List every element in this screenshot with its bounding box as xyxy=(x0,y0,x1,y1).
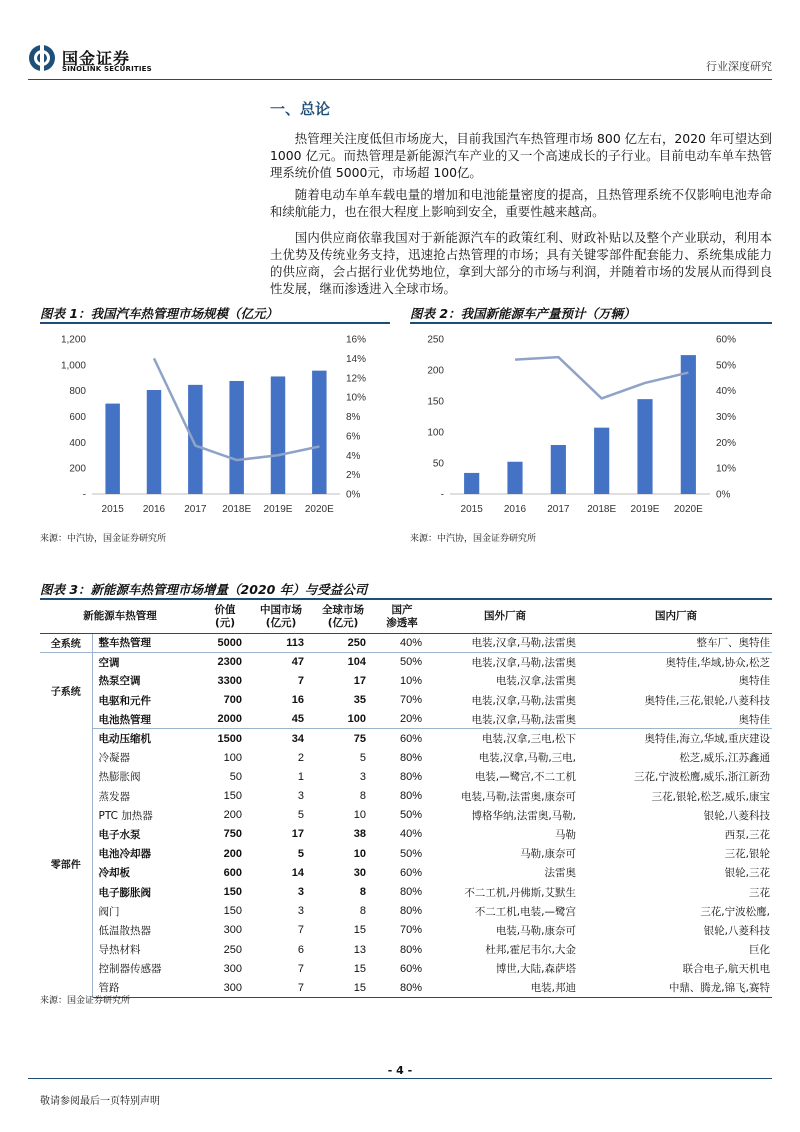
bar-2018E xyxy=(229,381,243,494)
cell-intl: 电装,汉拿,马勒,法雷奥 xyxy=(471,656,576,669)
logo-chinese-name: 国金证券 xyxy=(62,49,131,68)
group-name: 子系统 xyxy=(40,652,92,729)
bar-2020E xyxy=(681,355,696,494)
cell-cn: 7 xyxy=(297,962,304,975)
y-left-tick-label: 1,000 xyxy=(60,360,86,372)
y-right-tick-label: 10% xyxy=(346,392,367,404)
cell-name: 热泵空调 xyxy=(98,675,141,688)
x-tick-label: 2015 xyxy=(460,504,483,515)
header-item: 新能源车热管理 xyxy=(40,601,200,633)
disclaimer-note: 敬请参阅最后一页特别声明 xyxy=(40,1096,160,1107)
cell-cn: 6 xyxy=(297,943,304,956)
cell-global: 10 xyxy=(353,847,366,860)
cell-value: 150 xyxy=(223,905,242,918)
cell-dom: 奥特佳 xyxy=(738,675,770,688)
cell-dom: 联合电子,航天机电 xyxy=(682,963,770,976)
section-title: 一、总论 xyxy=(270,100,331,118)
cell-dom: 奥特佳,海立,华域,重庆建设 xyxy=(644,733,770,746)
cell-dom: 三花,银轮 xyxy=(724,848,770,861)
group-name: 零部件 xyxy=(40,729,92,998)
cell-name: PTC 加热器 xyxy=(98,809,153,822)
x-tick-label: 2018E xyxy=(587,504,617,515)
header-china-market: 中国市场 (亿元) xyxy=(250,601,312,633)
figure-1-source: 来源：中汽协，国金证券研究所 xyxy=(40,534,167,544)
y-right-tick-label: 0% xyxy=(716,489,731,501)
cell-global: 13 xyxy=(353,943,366,956)
cell-pct: 40% xyxy=(399,828,422,841)
table-row xyxy=(40,882,772,901)
paragraph-2: 随着电动车单车载电量的增加和电池能量密度的提高，且热管理系统不仅影响电池寿命和续航能力，也在很大程度上影响到安全，重要性越来越高。 xyxy=(270,187,772,219)
growth-line xyxy=(515,357,688,398)
cell-intl: 博格华纳,法雷奥,马勒, xyxy=(471,809,576,822)
header-domestic-makers: 国内厂商 xyxy=(580,601,772,633)
cell-global: 30 xyxy=(353,866,366,879)
figure-2-source: 来源：中汽协，国金证券研究所 xyxy=(410,534,537,544)
cell-cn: 17 xyxy=(291,828,304,841)
y-right-tick-label: 0% xyxy=(346,489,361,501)
y-right-tick-label: 4% xyxy=(346,450,361,462)
table-row xyxy=(40,748,772,767)
header-foreign-makers: 国外厂商 xyxy=(430,601,580,633)
cell-name: 阀门 xyxy=(98,905,120,918)
y-left-tick-label: 200 xyxy=(427,365,444,377)
cell-name: 电子水泵 xyxy=(98,828,141,841)
cell-intl: 电装,马勒,康奈可 xyxy=(495,924,576,937)
cell-global: 5 xyxy=(359,751,366,764)
cell-dom: 银轮,八菱科技 xyxy=(703,809,770,822)
cell-pct: 60% xyxy=(399,866,422,879)
cell-dom: 整车厂、奥特佳 xyxy=(580,633,772,652)
cell-cn: 34 xyxy=(291,732,304,745)
cell-cn: 45 xyxy=(250,710,312,729)
cell-pct: 80% xyxy=(399,943,422,956)
cell-name: 空调 xyxy=(98,656,120,669)
cell-intl: 不二工机,电装,—鹭宫 xyxy=(474,905,576,918)
x-tick-label: 2017 xyxy=(547,504,570,515)
cell-name: 冷却板 xyxy=(98,867,130,880)
cell-pct: 70% xyxy=(399,924,422,937)
cell-value: 750 xyxy=(223,828,242,841)
y-right-tick-label: 20% xyxy=(716,437,737,449)
cell-dom: 松芝,威乐,江苏鑫通 xyxy=(679,752,770,765)
cell-dom: 三花,宁波松鹰,威乐,浙江新劲 xyxy=(633,771,770,784)
table-row xyxy=(40,729,772,748)
cell-name: 电驱和元件 xyxy=(98,694,151,707)
cell-cn: 7 xyxy=(250,978,312,997)
cell-intl: 马勒,康奈可 xyxy=(520,848,576,861)
y-left-tick-label: 150 xyxy=(427,396,444,408)
cell-pct: 60% xyxy=(399,962,422,975)
table-row xyxy=(40,710,772,729)
table-row xyxy=(40,921,772,940)
header-penetration: 国产 渗透率 xyxy=(374,601,430,633)
cell-pct: 80% xyxy=(399,790,422,803)
cell-dom: 奥特佳 xyxy=(580,710,772,729)
cell-dom: 中鼎、腾龙,锦飞,赛特 xyxy=(580,978,772,997)
cell-intl: 博世,大陆,森萨塔 xyxy=(495,963,576,976)
cell-pct: 40% xyxy=(374,633,430,652)
cell-value: 50 xyxy=(229,770,242,783)
cell-value: 600 xyxy=(223,866,242,879)
cell-name: 低温散热器 xyxy=(98,924,151,937)
table-row xyxy=(40,825,772,844)
table-row xyxy=(40,940,772,959)
cell-pct: 80% xyxy=(374,978,430,997)
table-row xyxy=(40,671,772,690)
y-left-tick-label: 100 xyxy=(427,427,444,439)
cell-pct: 50% xyxy=(399,656,422,669)
cell-value: 300 xyxy=(200,978,250,997)
x-tick-label: 2018E xyxy=(222,504,252,515)
cell-global: 3 xyxy=(359,770,366,783)
cell-pct: 60% xyxy=(399,732,422,745)
logo-mark-icon xyxy=(28,44,56,72)
table-row xyxy=(40,691,772,710)
y-right-tick-label: 2% xyxy=(346,470,361,482)
bar-2017 xyxy=(188,385,202,494)
cell-global: 8 xyxy=(359,886,366,899)
x-tick-label: 2017 xyxy=(184,504,207,515)
cell-cn: 7 xyxy=(297,674,304,687)
cell-global: 10 xyxy=(353,809,366,822)
cell-intl: 不二工机,丹佛斯,艾默生 xyxy=(464,886,576,899)
y-right-tick-label: 8% xyxy=(346,412,361,423)
x-tick-label: 2020E xyxy=(673,504,703,515)
cell-dom: 巨化 xyxy=(749,944,770,957)
table-row xyxy=(40,767,772,786)
cell-global: 38 xyxy=(353,828,366,841)
cell-value: 2000 xyxy=(200,710,250,729)
cell-cn: 3 xyxy=(297,886,304,899)
cell-pct: 20% xyxy=(374,710,430,729)
cell-intl: 电装,邦迪 xyxy=(430,978,580,997)
y-right-tick-label: 12% xyxy=(346,373,367,385)
y-left-tick-label: 200 xyxy=(69,463,86,475)
cell-name: 导热材料 xyxy=(98,944,141,957)
cell-name: 电动压缩机 xyxy=(98,733,151,746)
cell-dom: 西泵,三花 xyxy=(724,828,770,841)
cell-dom: 三花 xyxy=(749,886,770,899)
table-header-row xyxy=(40,601,772,633)
cell-dom: 奥特佳,华域,协众,松芝 xyxy=(665,656,770,669)
bar-2016 xyxy=(147,390,161,494)
cell-global: 15 xyxy=(353,924,366,937)
cell-pct: 50% xyxy=(399,847,422,860)
cell-value: 200 xyxy=(223,809,242,822)
cell-cn: 14 xyxy=(291,866,304,879)
cell-value: 300 xyxy=(223,924,242,937)
cell-global: 35 xyxy=(353,694,366,707)
cell-intl: 马勒 xyxy=(555,828,576,841)
y-right-tick-label: 30% xyxy=(716,412,737,423)
cell-cn: 5 xyxy=(297,847,304,860)
cell-intl: 电装,汉拿,法雷奥 xyxy=(495,675,576,688)
cell-cn: 3 xyxy=(297,905,304,918)
cell-value: 200 xyxy=(223,847,242,860)
cell-name: 冷凝器 xyxy=(98,752,130,765)
cell-pct: 80% xyxy=(399,751,422,764)
y-left-tick-label: 1,200 xyxy=(60,334,86,346)
cell-intl: 电装,马勒,法雷奥,康奈可 xyxy=(460,790,576,803)
cell-intl: 电装,—鹭宫,不二工机 xyxy=(474,771,576,784)
cell-global: 104 xyxy=(347,656,366,669)
cell-pct: 10% xyxy=(399,674,422,687)
table-row xyxy=(40,863,772,882)
group-name: 全系统 xyxy=(40,633,92,652)
bar-2019E xyxy=(637,399,652,494)
figure-1-title: 图表 1：我国汽车热管理市场规模（亿元） xyxy=(40,302,390,324)
cell-global: 17 xyxy=(353,674,366,687)
cell-pct: 80% xyxy=(399,886,422,899)
y-left-tick-label: 50 xyxy=(432,458,444,470)
cell-dom: 三花,宁波松鹰, xyxy=(700,905,770,918)
table-source: 来源：国金证券研究所 xyxy=(40,996,131,1006)
cell-pct: 80% xyxy=(399,905,422,918)
cell-intl: 电装,汉拿,三电,松下 xyxy=(481,733,576,746)
cell-name: 蒸发器 xyxy=(98,790,130,803)
paragraph-3: 国内供应商依靠我国对于新能源汽车的政策红利、财政补贴以及整个产业联动，利用本土优势及传统业务支持，迅速抢占热管理的市场；具有关键零部件配套能力、系统集成能力的供应商，会占据行业优势地位，拿到大部分的市场与利润，并随着市场的发展从而得到良性发展，继而渗透进入全球市场。 xyxy=(270,230,772,296)
y-right-tick-label: 14% xyxy=(346,353,367,365)
bar-2015 xyxy=(105,404,119,494)
x-tick-label: 2019E xyxy=(630,504,660,515)
chart-thermal-market xyxy=(40,328,390,523)
header-global-market: 全球市场 (亿元) xyxy=(312,601,374,633)
cell-value: 2300 xyxy=(217,656,242,669)
cell-global: 100 xyxy=(312,710,374,729)
cell-cn: 5 xyxy=(297,809,304,822)
cell-name: 电池冷却器 xyxy=(98,848,151,861)
table-row xyxy=(40,978,772,997)
cell-value: 700 xyxy=(223,694,242,707)
y-left-tick-label: - xyxy=(440,489,444,501)
cell-global: 75 xyxy=(353,732,366,745)
cell-name: 电子膨胀阀 xyxy=(98,886,151,899)
bar-2017 xyxy=(551,445,566,494)
thermal-market-table xyxy=(40,601,772,998)
cell-value: 250 xyxy=(223,943,242,956)
footer-divider xyxy=(28,1078,772,1079)
cell-pct: 50% xyxy=(399,809,422,822)
cell-value: 150 xyxy=(223,886,242,899)
bar-2020E xyxy=(312,371,326,494)
logo-english-name: SINOLINK SECURITIES xyxy=(62,65,152,73)
table-row xyxy=(40,652,772,671)
table-row xyxy=(40,806,772,825)
cell-name: 整车热管理 xyxy=(92,633,200,652)
table-row xyxy=(40,959,772,978)
cell-pct: 80% xyxy=(399,770,422,783)
page-number: - 4 - xyxy=(387,1064,413,1077)
table-row xyxy=(40,844,772,863)
cell-dom: 奥特佳,三花,银轮,八菱科技 xyxy=(644,694,770,707)
cell-global: 8 xyxy=(359,790,366,803)
figure-3-title: 图表 3：新能源车热管理市场增量（2020 年）与受益公司 xyxy=(40,578,772,600)
y-left-tick-label: - xyxy=(82,489,86,501)
cell-cn: 1 xyxy=(297,770,304,783)
bar-2015 xyxy=(464,473,479,494)
bar-2019E xyxy=(271,376,285,494)
table-row xyxy=(40,787,772,806)
company-logo xyxy=(28,42,188,76)
cell-intl: 电装,汉拿,马勒,法雷奥 xyxy=(471,694,576,707)
y-right-tick-label: 60% xyxy=(716,334,737,346)
cell-intl: 电装,汉拿,马勒,法雷奥 xyxy=(430,710,580,729)
cell-cn: 47 xyxy=(291,656,304,669)
y-right-tick-label: 40% xyxy=(716,386,737,398)
bar-2018E xyxy=(594,428,609,494)
table-row xyxy=(40,902,772,921)
cell-name: 热膨胀阀 xyxy=(98,771,141,784)
paragraph-1: 热管理关注度低但市场庞大，目前我国汽车热管理市场 800 亿左右，2020 年可望达到 1000 亿元。而热管理是新能源汽车产业的又一个高速成长的子行业。目前电动车单车热管理系统价值 5000元，市场超 100亿。 xyxy=(270,131,772,180)
cell-intl: 法雷奥 xyxy=(544,867,576,880)
cell-value: 300 xyxy=(223,962,242,975)
cell-value: 100 xyxy=(223,751,242,764)
cell-cn: 2 xyxy=(297,751,304,764)
y-right-tick-label: 6% xyxy=(346,431,361,443)
cell-global: 250 xyxy=(312,633,374,652)
bar-2016 xyxy=(507,462,522,494)
y-right-tick-label: 50% xyxy=(716,360,737,372)
x-tick-label: 2016 xyxy=(503,504,527,515)
cell-dom: 银轮,三花 xyxy=(724,867,770,880)
table-row xyxy=(40,633,772,652)
x-tick-label: 2019E xyxy=(263,504,293,515)
cell-name: 控制器传感器 xyxy=(98,963,162,976)
chart-nev-production xyxy=(410,328,772,523)
cell-cn: 113 xyxy=(250,633,312,652)
y-right-tick-label: 10% xyxy=(716,463,737,475)
x-tick-label: 2016 xyxy=(142,504,166,515)
cell-global: 15 xyxy=(312,978,374,997)
cell-name: 电池热管理 xyxy=(92,710,200,729)
cell-name: 管路 xyxy=(92,978,200,997)
y-right-tick-label: 16% xyxy=(346,334,367,346)
y-left-tick-label: 400 xyxy=(69,437,86,449)
cell-value: 1500 xyxy=(217,732,242,745)
x-tick-label: 2015 xyxy=(101,504,124,515)
page-header xyxy=(28,40,772,80)
cell-cn: 7 xyxy=(297,924,304,937)
cell-value: 3300 xyxy=(217,674,242,687)
cell-intl: 电装,汉拿,马勒,法雷奥 xyxy=(430,633,580,652)
cell-pct: 70% xyxy=(399,694,422,707)
cell-cn: 16 xyxy=(291,694,304,707)
cell-intl: 杜邦,霍尼韦尔,大金 xyxy=(485,944,576,957)
y-left-tick-label: 600 xyxy=(69,412,86,423)
y-left-tick-label: 800 xyxy=(69,386,86,398)
cell-intl: 电装,汉拿,马勒,三电, xyxy=(478,752,576,765)
cell-dom: 银轮,八菱科技 xyxy=(703,924,770,937)
cell-cn: 3 xyxy=(297,790,304,803)
cell-global: 8 xyxy=(359,905,366,918)
cell-dom: 三花,银轮,松芝,威乐,康宝 xyxy=(651,790,770,803)
x-tick-label: 2020E xyxy=(304,504,334,515)
document-type: 行业深度研究 xyxy=(706,60,772,73)
y-left-tick-label: 250 xyxy=(427,334,444,346)
cell-value: 150 xyxy=(223,790,242,803)
cell-global: 15 xyxy=(353,962,366,975)
cell-value: 5000 xyxy=(200,633,250,652)
header-value: 价值 (元) xyxy=(200,601,250,633)
figure-2-title: 图表 2：我国新能源车产量预计（万辆） xyxy=(410,302,772,324)
